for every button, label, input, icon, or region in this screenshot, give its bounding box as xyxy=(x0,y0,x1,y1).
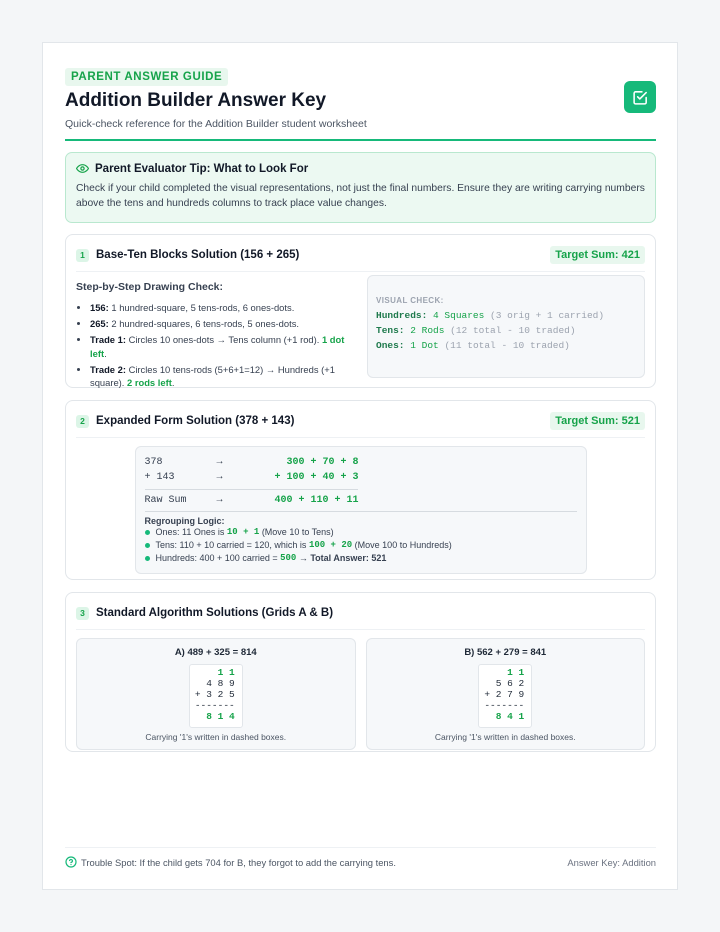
help-circle-icon xyxy=(65,856,77,868)
tip-heading xyxy=(76,162,645,175)
logic-title: Regrouping Logic: xyxy=(144,516,225,526)
evaluator-tip xyxy=(65,152,656,223)
logic-list xyxy=(145,526,577,565)
grid-note: Carrying '1's written in dashed boxes. xyxy=(434,732,576,742)
raw-sum-row: Raw Sum → 400 + 110 + 11 xyxy=(144,495,359,506)
section-number: 1 xyxy=(76,249,89,262)
addend-row: + 3 2 5 xyxy=(194,689,235,700)
grid-title: A) 489 + 325 = 814 xyxy=(174,647,257,658)
sum-line: ------- xyxy=(194,700,235,711)
step-item: • Trade 2: Circles 10 tens-rods (5+6+1=12) → Hundreds (+1 square). 2 rods left. xyxy=(90,363,358,390)
checklist-icon xyxy=(632,89,649,106)
logic-item: Tens: 110 + 10 carried = 120, which is 100 + 20 (Move 100 to Hundreds) xyxy=(145,539,577,552)
section-title: Base-Ten Blocks Solution (156 + 265) xyxy=(96,249,300,261)
footer-label: Answer Key: Addition xyxy=(567,856,656,868)
visual-check-row: Hundreds: 4 Squares (3 orig + 1 carried) xyxy=(376,310,605,321)
guide-badge: PARENT ANSWER GUIDE xyxy=(65,68,228,86)
step-item: • 156: 1 hundred-square, 5 tens-rods, 6 ones-dots. xyxy=(90,301,358,315)
expanded-row: 378 → 300 + 70 + 8 xyxy=(144,457,359,468)
page-footer xyxy=(65,847,656,868)
steps-title: Step-by-Step Drawing Check: xyxy=(76,281,224,293)
step-item: • Trade 1: Circles 10 ones-dots → Tens column (+1 rod). 1 dot left. xyxy=(90,333,358,360)
section-title: Expanded Form Solution (378 + 143) xyxy=(96,415,295,427)
expanded-form-panel xyxy=(135,446,587,574)
answer-row: 8 4 1 xyxy=(495,711,525,722)
visual-check-panel xyxy=(367,275,645,378)
section-title: Standard Algorithm Solutions (Grids A & B) xyxy=(96,607,334,619)
carry-row: 1 1 xyxy=(507,667,525,678)
section-divider xyxy=(76,629,645,630)
eye-icon xyxy=(76,162,89,175)
page-subtitle: Quick-check reference for the Addition Builder student worksheet xyxy=(65,118,367,130)
section-standard-algorithm xyxy=(65,592,656,752)
expanded-row: + 143 → + 100 + 40 + 3 xyxy=(144,472,359,483)
sum-line: ------- xyxy=(484,700,525,711)
visual-check-title: VISUAL CHECK: xyxy=(376,296,444,305)
section-base-ten xyxy=(65,234,656,388)
addend-row: 4 8 9 xyxy=(206,678,235,689)
logic-item: Hundreds: 400 + 100 carried = 500 → Total Answer: 521 xyxy=(145,552,577,565)
tip-body: Check if your child completed the visual representations, not just the final numbers. Ensure they are writing carrying numbers above the tens and hundreds columns to track place value changes. xyxy=(76,183,645,209)
grid-a xyxy=(76,638,356,750)
answer-row: 8 1 4 xyxy=(206,711,235,722)
header-divider xyxy=(65,139,656,141)
logic-item: Ones: 11 Ones is 10 + 1 (Move 10 to Tens) xyxy=(145,526,577,539)
sum-line xyxy=(145,489,358,490)
target-sum-badge: Target Sum: 521 xyxy=(550,412,645,430)
checklist-button[interactable] xyxy=(624,81,656,113)
section-header xyxy=(76,603,645,623)
header xyxy=(65,67,656,130)
logic-divider xyxy=(145,511,577,512)
section-expanded-form xyxy=(65,400,656,580)
addend-row: 5 6 2 xyxy=(495,678,525,689)
algorithm-box xyxy=(478,664,532,728)
grid-solutions xyxy=(76,638,645,750)
tip-title: Parent Evaluator Tip: What to Look For xyxy=(95,162,309,175)
visual-check-row: Ones: 1 Dot (11 total - 10 traded) xyxy=(376,340,570,351)
addend-row: + 2 7 9 xyxy=(484,689,525,700)
section-divider xyxy=(76,271,645,272)
steps-list xyxy=(76,301,358,390)
section-header xyxy=(76,411,645,431)
page-content xyxy=(65,67,656,752)
grid-title: B) 562 + 279 = 841 xyxy=(464,647,547,658)
section-number: 3 xyxy=(76,607,89,620)
target-sum-badge: Target Sum: 421 xyxy=(550,246,645,264)
step-item: • 265: 2 hundred-squares, 6 tens-rods, 5 ones-dots. xyxy=(90,317,358,331)
trouble-spot-note: Trouble Spot: If the child gets 704 for B, they forgot to add the carrying tens. xyxy=(81,856,396,868)
grid-note: Carrying '1's written in dashed boxes. xyxy=(145,732,287,742)
page-title: Addition Builder Answer Key xyxy=(65,90,327,111)
carry-row: 1 1 xyxy=(217,667,235,678)
visual-check-row: Tens: 2 Rods (12 total - 10 traded) xyxy=(376,325,576,336)
section-header xyxy=(76,245,645,265)
section-divider xyxy=(76,437,645,438)
algorithm-box xyxy=(189,664,243,728)
answer-key-page xyxy=(42,42,678,890)
grid-b xyxy=(366,638,646,750)
steps-column xyxy=(76,281,358,390)
section-number: 2 xyxy=(76,415,89,428)
